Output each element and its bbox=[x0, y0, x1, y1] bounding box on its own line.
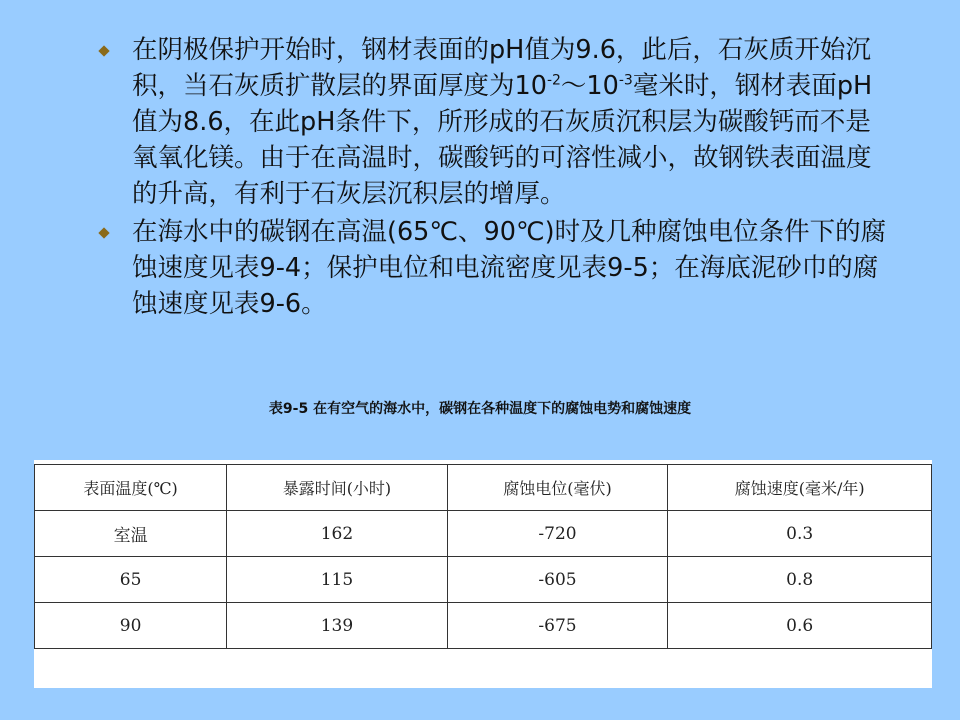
exponent-1: -2 bbox=[546, 72, 561, 89]
table-panel bbox=[34, 460, 932, 688]
header-surface-temperature: 表面温度(℃) bbox=[35, 465, 227, 511]
bullet-text-part3: 毫米时，钢材表面pH值为8.6，在此pH条件下，所形成的石灰质沉积层为碳酸钙而不是氧氧化镁。由于在高温时，碳酸钙的可溶性减小，故钢铁表面温度的升高，有利于石灰层沉积层的增厚。 bbox=[132, 71, 873, 209]
table-header-row bbox=[35, 465, 932, 511]
header-exposure-time: 暴露时间(小时) bbox=[227, 465, 448, 511]
table-row bbox=[35, 603, 932, 649]
bullet-text-part1: 在阴极保护开始时，钢材表面的pH值为9.6，此后，石灰质开始沉积，当石灰质扩散层的界面厚度为10 bbox=[132, 35, 871, 101]
bullet-item-cathodic-protection bbox=[96, 32, 896, 212]
table-cell: -720 bbox=[447, 511, 668, 557]
table-cell: 162 bbox=[227, 511, 448, 557]
table-cell: 0.6 bbox=[668, 603, 932, 649]
table-cell: 139 bbox=[227, 603, 448, 649]
table-cell: 0.8 bbox=[668, 557, 932, 603]
header-corrosion-rate: 腐蚀速度(毫米/年) bbox=[668, 465, 932, 511]
bullet-item-seawater-corrosion bbox=[96, 214, 896, 322]
table-cell: 90 bbox=[35, 603, 227, 649]
table-caption: 表9-5 在有空气的海水中，碳钢在各种温度下的腐蚀电势和腐蚀速度 bbox=[268, 401, 692, 417]
bullet-list bbox=[96, 32, 896, 324]
diamond-bullet-icon bbox=[98, 227, 109, 238]
table-row bbox=[35, 511, 932, 557]
bullet-text: 在海水中的碳钢在高温(65℃、90℃)时及几种腐蚀电位条件下的腐蚀速度见表9-4；保护电位和电流密度见表9-5；在海底泥砂巾的腐蚀速度见表9-6。 bbox=[132, 217, 887, 319]
table-row bbox=[35, 557, 932, 603]
table-cell: -605 bbox=[447, 557, 668, 603]
table-cell: -675 bbox=[447, 603, 668, 649]
exponent-2: -3 bbox=[618, 72, 633, 89]
bullet-text-part2: ～10 bbox=[560, 71, 619, 101]
corrosion-table bbox=[34, 464, 932, 649]
header-corrosion-potential: 腐蚀电位(毫伏) bbox=[447, 465, 668, 511]
table-cell: 室温 bbox=[35, 511, 227, 557]
diamond-bullet-icon bbox=[98, 45, 109, 56]
table-cell: 0.3 bbox=[668, 511, 932, 557]
table-cell: 115 bbox=[227, 557, 448, 603]
table-cell: 65 bbox=[35, 557, 227, 603]
